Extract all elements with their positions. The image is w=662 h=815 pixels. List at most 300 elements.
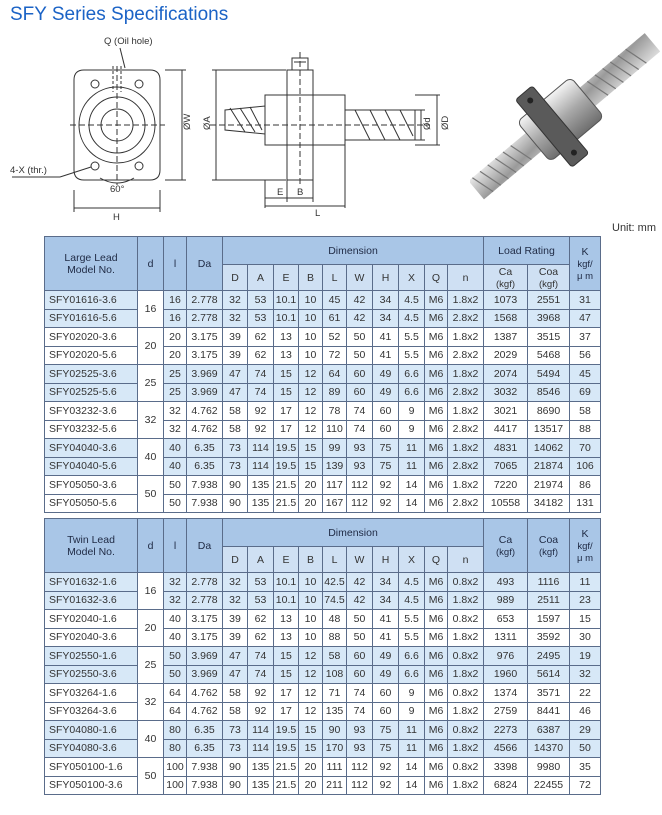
value-cell: M6 bbox=[425, 383, 448, 402]
value-cell: 92 bbox=[373, 476, 399, 495]
value-cell: 17 bbox=[274, 420, 299, 439]
value-cell: 112 bbox=[347, 476, 373, 495]
value-cell: 4.762 bbox=[187, 402, 223, 421]
value-cell: 20 bbox=[164, 328, 187, 347]
value-cell: 1.8x2 bbox=[448, 739, 484, 758]
value-cell: 92 bbox=[373, 494, 399, 513]
model-cell: SFY02525-3.6 bbox=[45, 365, 138, 384]
value-cell: 1.8x2 bbox=[448, 291, 484, 310]
value-cell: 80 bbox=[164, 739, 187, 758]
value-cell: 6.35 bbox=[187, 439, 223, 458]
value-cell: 9 bbox=[399, 420, 425, 439]
value-cell: 2273 bbox=[484, 721, 528, 740]
value-cell: 73 bbox=[223, 739, 248, 758]
value-cell: 70 bbox=[570, 439, 601, 458]
value-cell: 21.5 bbox=[274, 476, 299, 495]
col-header: Q bbox=[425, 547, 448, 573]
value-cell: 15 bbox=[299, 457, 323, 476]
value-cell: 49 bbox=[373, 383, 399, 402]
value-cell: 112 bbox=[347, 776, 373, 795]
value-cell: 32 bbox=[223, 573, 248, 592]
value-cell: 61 bbox=[323, 309, 347, 328]
value-cell: 16 bbox=[164, 309, 187, 328]
value-cell: 1.8x2 bbox=[448, 328, 484, 347]
table-row bbox=[45, 494, 601, 513]
model-cell: SFY02040-3.6 bbox=[45, 628, 138, 647]
value-cell: 90 bbox=[223, 776, 248, 795]
table-row bbox=[45, 309, 601, 328]
value-cell: 7.938 bbox=[187, 776, 223, 795]
value-cell: 52 bbox=[323, 328, 347, 347]
value-cell: 71 bbox=[323, 684, 347, 703]
value-cell: 50 bbox=[347, 328, 373, 347]
value-cell: 1.8x2 bbox=[448, 776, 484, 795]
value-cell: 135 bbox=[248, 758, 274, 777]
value-cell: 74 bbox=[248, 383, 274, 402]
value-cell: 1.8x2 bbox=[448, 665, 484, 684]
value-cell: 15 bbox=[299, 721, 323, 740]
table-row bbox=[45, 628, 601, 647]
value-cell: 32 bbox=[164, 591, 187, 610]
value-cell: 2.8x2 bbox=[448, 420, 484, 439]
value-cell: 50 bbox=[164, 494, 187, 513]
value-cell: 74 bbox=[248, 665, 274, 684]
value-cell: 3.175 bbox=[187, 610, 223, 629]
value-cell: 3.175 bbox=[187, 628, 223, 647]
value-cell: 50 bbox=[164, 665, 187, 684]
value-cell: 100 bbox=[164, 758, 187, 777]
value-cell: 20 bbox=[164, 346, 187, 365]
value-cell: 5.5 bbox=[399, 628, 425, 647]
col-header: X bbox=[399, 547, 425, 573]
col-header: W bbox=[347, 547, 373, 573]
value-cell: 93 bbox=[347, 721, 373, 740]
col-header: B bbox=[299, 547, 323, 573]
model-cell: SFY04040-3.6 bbox=[45, 439, 138, 458]
value-cell: 10.1 bbox=[274, 573, 299, 592]
value-cell: 11 bbox=[399, 457, 425, 476]
value-cell: 47 bbox=[223, 383, 248, 402]
value-cell: 2.8x2 bbox=[448, 494, 484, 513]
value-cell: 41 bbox=[373, 610, 399, 629]
value-cell: 10 bbox=[299, 591, 323, 610]
col-header: W bbox=[347, 265, 373, 291]
value-cell: 74 bbox=[347, 420, 373, 439]
value-cell: 4.762 bbox=[187, 684, 223, 703]
value-cell: 64 bbox=[164, 684, 187, 703]
value-cell: 62 bbox=[248, 346, 274, 365]
model-cell: SFY03232-3.6 bbox=[45, 402, 138, 421]
value-cell: 42 bbox=[347, 309, 373, 328]
value-cell: 20 bbox=[299, 758, 323, 777]
table-row bbox=[45, 328, 601, 347]
value-cell: 135 bbox=[248, 476, 274, 495]
value-cell: 47 bbox=[223, 647, 248, 666]
value-cell: 73 bbox=[223, 439, 248, 458]
value-cell: 47 bbox=[570, 309, 601, 328]
value-cell: M6 bbox=[425, 721, 448, 740]
value-cell: 32 bbox=[164, 402, 187, 421]
value-cell: 6.6 bbox=[399, 365, 425, 384]
value-cell: 25 bbox=[138, 647, 164, 684]
value-cell: 62 bbox=[248, 610, 274, 629]
a-label: ØA bbox=[202, 116, 213, 130]
value-cell: 114 bbox=[248, 739, 274, 758]
value-cell: 14 bbox=[399, 776, 425, 795]
value-cell: 19.5 bbox=[274, 721, 299, 740]
value-cell: 31 bbox=[570, 291, 601, 310]
d-big-label: ØD bbox=[440, 115, 451, 130]
value-cell: 53 bbox=[248, 291, 274, 310]
value-cell: 34182 bbox=[528, 494, 570, 513]
w-label: ØW bbox=[182, 113, 193, 130]
value-cell: 10.1 bbox=[274, 309, 299, 328]
value-cell: 60 bbox=[373, 420, 399, 439]
value-cell: 114 bbox=[248, 721, 274, 740]
value-cell: 40 bbox=[164, 610, 187, 629]
value-cell: 50 bbox=[164, 476, 187, 495]
value-cell: 90 bbox=[223, 758, 248, 777]
value-cell: 1.8x2 bbox=[448, 365, 484, 384]
value-cell: 2759 bbox=[484, 702, 528, 721]
model-cell: SFY05050-3.6 bbox=[45, 476, 138, 495]
value-cell: 4.762 bbox=[187, 420, 223, 439]
value-cell: 16 bbox=[138, 291, 164, 328]
value-cell: 50 bbox=[347, 628, 373, 647]
value-cell: 72 bbox=[323, 346, 347, 365]
value-cell: 3.969 bbox=[187, 365, 223, 384]
value-cell: 53 bbox=[248, 591, 274, 610]
value-cell: 5494 bbox=[528, 365, 570, 384]
d-header: d bbox=[138, 519, 164, 573]
k-header: K kgf/ μ m bbox=[570, 519, 601, 573]
value-cell: 62 bbox=[248, 328, 274, 347]
value-cell: 29 bbox=[570, 721, 601, 740]
value-cell: 110 bbox=[323, 420, 347, 439]
value-cell: 6.6 bbox=[399, 383, 425, 402]
value-cell: 3.969 bbox=[187, 647, 223, 666]
model-cell: SFY02020-5.6 bbox=[45, 346, 138, 365]
value-cell: 5.5 bbox=[399, 346, 425, 365]
value-cell: 50 bbox=[570, 739, 601, 758]
value-cell: 13517 bbox=[528, 420, 570, 439]
model-cell: SFY02040-1.6 bbox=[45, 610, 138, 629]
value-cell: 10 bbox=[299, 291, 323, 310]
value-cell: 14370 bbox=[528, 739, 570, 758]
coa-header: Coa (kgf) bbox=[528, 265, 570, 291]
value-cell: 7220 bbox=[484, 476, 528, 495]
value-cell: 86 bbox=[570, 476, 601, 495]
value-cell: 6.6 bbox=[399, 665, 425, 684]
value-cell: 2511 bbox=[528, 591, 570, 610]
value-cell: 72 bbox=[570, 776, 601, 795]
value-cell: 1960 bbox=[484, 665, 528, 684]
value-cell: 989 bbox=[484, 591, 528, 610]
value-cell: 976 bbox=[484, 647, 528, 666]
value-cell: 9 bbox=[399, 402, 425, 421]
value-cell: 56 bbox=[570, 346, 601, 365]
value-cell: 9980 bbox=[528, 758, 570, 777]
value-cell: 62 bbox=[248, 628, 274, 647]
value-cell: 3592 bbox=[528, 628, 570, 647]
value-cell: 9 bbox=[399, 684, 425, 703]
value-cell: 92 bbox=[248, 420, 274, 439]
col-header: A bbox=[248, 265, 274, 291]
value-cell: 21.5 bbox=[274, 494, 299, 513]
table-row bbox=[45, 610, 601, 629]
value-cell: 5.5 bbox=[399, 610, 425, 629]
model-cell: SFY04040-5.6 bbox=[45, 457, 138, 476]
value-cell: 10.1 bbox=[274, 591, 299, 610]
col-header: E bbox=[274, 265, 299, 291]
col-header: Q bbox=[425, 265, 448, 291]
value-cell: 11 bbox=[399, 439, 425, 458]
value-cell: 4.5 bbox=[399, 573, 425, 592]
ballscrew-photo bbox=[470, 22, 660, 207]
value-cell: 14 bbox=[399, 758, 425, 777]
col-header: n bbox=[448, 265, 484, 291]
value-cell: 1.8x2 bbox=[448, 702, 484, 721]
value-cell: 58 bbox=[223, 402, 248, 421]
value-cell: 4566 bbox=[484, 739, 528, 758]
value-cell: 39 bbox=[223, 328, 248, 347]
value-cell: 4.5 bbox=[399, 591, 425, 610]
value-cell: 32 bbox=[223, 309, 248, 328]
value-cell: 10.1 bbox=[274, 291, 299, 310]
value-cell: 0.8x2 bbox=[448, 610, 484, 629]
oil-hole-label: Q (Oil hole) bbox=[104, 36, 153, 47]
value-cell: 39 bbox=[223, 628, 248, 647]
value-cell: 117 bbox=[323, 476, 347, 495]
col-header: n bbox=[448, 547, 484, 573]
value-cell: 4.5 bbox=[399, 309, 425, 328]
value-cell: 32 bbox=[164, 573, 187, 592]
value-cell: 34 bbox=[373, 573, 399, 592]
table-row bbox=[45, 702, 601, 721]
value-cell: 92 bbox=[248, 402, 274, 421]
value-cell: 60 bbox=[373, 684, 399, 703]
value-cell: 1597 bbox=[528, 610, 570, 629]
value-cell: 64 bbox=[323, 365, 347, 384]
value-cell: 2.778 bbox=[187, 573, 223, 592]
table-row bbox=[45, 647, 601, 666]
value-cell: 16 bbox=[138, 573, 164, 610]
value-cell: M6 bbox=[425, 610, 448, 629]
value-cell: 48 bbox=[323, 610, 347, 629]
angle-label: 60° bbox=[110, 184, 125, 195]
value-cell: M6 bbox=[425, 346, 448, 365]
model-cell: SFY02550-1.6 bbox=[45, 647, 138, 666]
value-cell: 60 bbox=[373, 402, 399, 421]
value-cell: 1.8x2 bbox=[448, 476, 484, 495]
value-cell: 39 bbox=[223, 610, 248, 629]
value-cell: 13 bbox=[274, 328, 299, 347]
value-cell: 74 bbox=[347, 684, 373, 703]
model-cell: SFY04080-3.6 bbox=[45, 739, 138, 758]
value-cell: M6 bbox=[425, 494, 448, 513]
value-cell: 22 bbox=[570, 684, 601, 703]
value-cell: 2.8x2 bbox=[448, 457, 484, 476]
table-row bbox=[45, 420, 601, 439]
value-cell: 8546 bbox=[528, 383, 570, 402]
value-cell: 12 bbox=[299, 420, 323, 439]
value-cell: 41 bbox=[373, 328, 399, 347]
value-cell: 135 bbox=[248, 776, 274, 795]
value-cell: 1.8x2 bbox=[448, 439, 484, 458]
value-cell: M6 bbox=[425, 573, 448, 592]
model-cell: SFY050100-3.6 bbox=[45, 776, 138, 795]
value-cell: 49 bbox=[373, 665, 399, 684]
value-cell: 32 bbox=[570, 665, 601, 684]
value-cell: 3021 bbox=[484, 402, 528, 421]
value-cell: 58 bbox=[223, 420, 248, 439]
value-cell: 21974 bbox=[528, 476, 570, 495]
value-cell: 19.5 bbox=[274, 739, 299, 758]
col-header: H bbox=[373, 265, 399, 291]
value-cell: 73 bbox=[223, 457, 248, 476]
value-cell: 13 bbox=[274, 610, 299, 629]
value-cell: 114 bbox=[248, 457, 274, 476]
value-cell: 32 bbox=[223, 291, 248, 310]
l-header: l bbox=[164, 237, 187, 291]
model-cell: SFY03264-1.6 bbox=[45, 684, 138, 703]
value-cell: 20 bbox=[299, 476, 323, 495]
value-cell: 19.5 bbox=[274, 439, 299, 458]
value-cell: M6 bbox=[425, 420, 448, 439]
value-cell: M6 bbox=[425, 476, 448, 495]
value-cell: 4417 bbox=[484, 420, 528, 439]
value-cell: 58 bbox=[223, 702, 248, 721]
model-cell: SFY02525-5.6 bbox=[45, 383, 138, 402]
value-cell: 69 bbox=[570, 383, 601, 402]
value-cell: 34 bbox=[373, 309, 399, 328]
value-cell: 6.35 bbox=[187, 721, 223, 740]
value-cell: 2.8x2 bbox=[448, 309, 484, 328]
d-header: d bbox=[138, 237, 164, 291]
col-header: B bbox=[299, 265, 323, 291]
value-cell: 49 bbox=[373, 365, 399, 384]
value-cell: 5614 bbox=[528, 665, 570, 684]
value-cell: 74 bbox=[347, 402, 373, 421]
model-cell: SFY050100-1.6 bbox=[45, 758, 138, 777]
value-cell: 0.8x2 bbox=[448, 758, 484, 777]
e-label: E bbox=[277, 187, 284, 198]
h-label: H bbox=[113, 212, 120, 220]
value-cell: 4.762 bbox=[187, 702, 223, 721]
value-cell: 41 bbox=[373, 628, 399, 647]
large-lead-table bbox=[44, 236, 601, 513]
model-header: Twin Lead Model No. bbox=[45, 519, 138, 573]
value-cell: 12 bbox=[299, 647, 323, 666]
value-cell: 3.969 bbox=[187, 665, 223, 684]
value-cell: 5468 bbox=[528, 346, 570, 365]
value-cell: 15 bbox=[274, 365, 299, 384]
value-cell: 3.175 bbox=[187, 346, 223, 365]
value-cell: M6 bbox=[425, 457, 448, 476]
value-cell: 2.778 bbox=[187, 309, 223, 328]
value-cell: 106 bbox=[570, 457, 601, 476]
value-cell: 108 bbox=[323, 665, 347, 684]
value-cell: 4831 bbox=[484, 439, 528, 458]
col-header: D bbox=[223, 265, 248, 291]
value-cell: 34 bbox=[373, 591, 399, 610]
value-cell: 35 bbox=[570, 758, 601, 777]
value-cell: 12 bbox=[299, 365, 323, 384]
value-cell: 3.175 bbox=[187, 328, 223, 347]
value-cell: 60 bbox=[373, 702, 399, 721]
value-cell: 10 bbox=[299, 309, 323, 328]
value-cell: M6 bbox=[425, 365, 448, 384]
coa-header: Coa (kgf) bbox=[528, 519, 570, 573]
value-cell: 3398 bbox=[484, 758, 528, 777]
value-cell: 3968 bbox=[528, 309, 570, 328]
value-cell: 14062 bbox=[528, 439, 570, 458]
value-cell: 41 bbox=[373, 346, 399, 365]
value-cell: 45 bbox=[323, 291, 347, 310]
value-cell: M6 bbox=[425, 591, 448, 610]
value-cell: 1.8x2 bbox=[448, 628, 484, 647]
value-cell: 6387 bbox=[528, 721, 570, 740]
table-row bbox=[45, 573, 601, 592]
l-label: L bbox=[315, 208, 321, 219]
value-cell: 74 bbox=[248, 365, 274, 384]
value-cell: M6 bbox=[425, 702, 448, 721]
value-cell: 19 bbox=[570, 647, 601, 666]
table-row bbox=[45, 665, 601, 684]
value-cell: 47 bbox=[223, 665, 248, 684]
value-cell: 111 bbox=[323, 758, 347, 777]
value-cell: 75 bbox=[373, 721, 399, 740]
value-cell: 92 bbox=[373, 758, 399, 777]
nut-drawing bbox=[0, 30, 470, 220]
value-cell: 93 bbox=[347, 439, 373, 458]
value-cell: 50 bbox=[138, 476, 164, 513]
col-header: H bbox=[373, 547, 399, 573]
value-cell: 88 bbox=[570, 420, 601, 439]
value-cell: 88 bbox=[323, 628, 347, 647]
value-cell: 32 bbox=[138, 684, 164, 721]
value-cell: 13 bbox=[274, 628, 299, 647]
value-cell: 1374 bbox=[484, 684, 528, 703]
value-cell: 60 bbox=[347, 647, 373, 666]
value-cell: 170 bbox=[323, 739, 347, 758]
table-row bbox=[45, 365, 601, 384]
col-header: A bbox=[248, 547, 274, 573]
value-cell: 12 bbox=[299, 702, 323, 721]
value-cell: 74 bbox=[347, 702, 373, 721]
value-cell: 90 bbox=[323, 721, 347, 740]
value-cell: 21.5 bbox=[274, 758, 299, 777]
value-cell: 15 bbox=[299, 739, 323, 758]
value-cell: 0.8x2 bbox=[448, 647, 484, 666]
value-cell: 92 bbox=[373, 776, 399, 795]
value-cell: 2.8x2 bbox=[448, 383, 484, 402]
value-cell: 2.778 bbox=[187, 591, 223, 610]
value-cell: 50 bbox=[347, 346, 373, 365]
value-cell: 42 bbox=[347, 573, 373, 592]
value-cell: 15 bbox=[299, 439, 323, 458]
value-cell: 15 bbox=[274, 383, 299, 402]
table-row bbox=[45, 402, 601, 421]
value-cell: 10 bbox=[299, 628, 323, 647]
da-header: Da bbox=[187, 237, 223, 291]
value-cell: 32 bbox=[164, 420, 187, 439]
value-cell: 7.938 bbox=[187, 476, 223, 495]
table-row bbox=[45, 346, 601, 365]
value-cell: 20 bbox=[299, 776, 323, 795]
value-cell: 25 bbox=[164, 383, 187, 402]
model-cell: SFY04080-1.6 bbox=[45, 721, 138, 740]
